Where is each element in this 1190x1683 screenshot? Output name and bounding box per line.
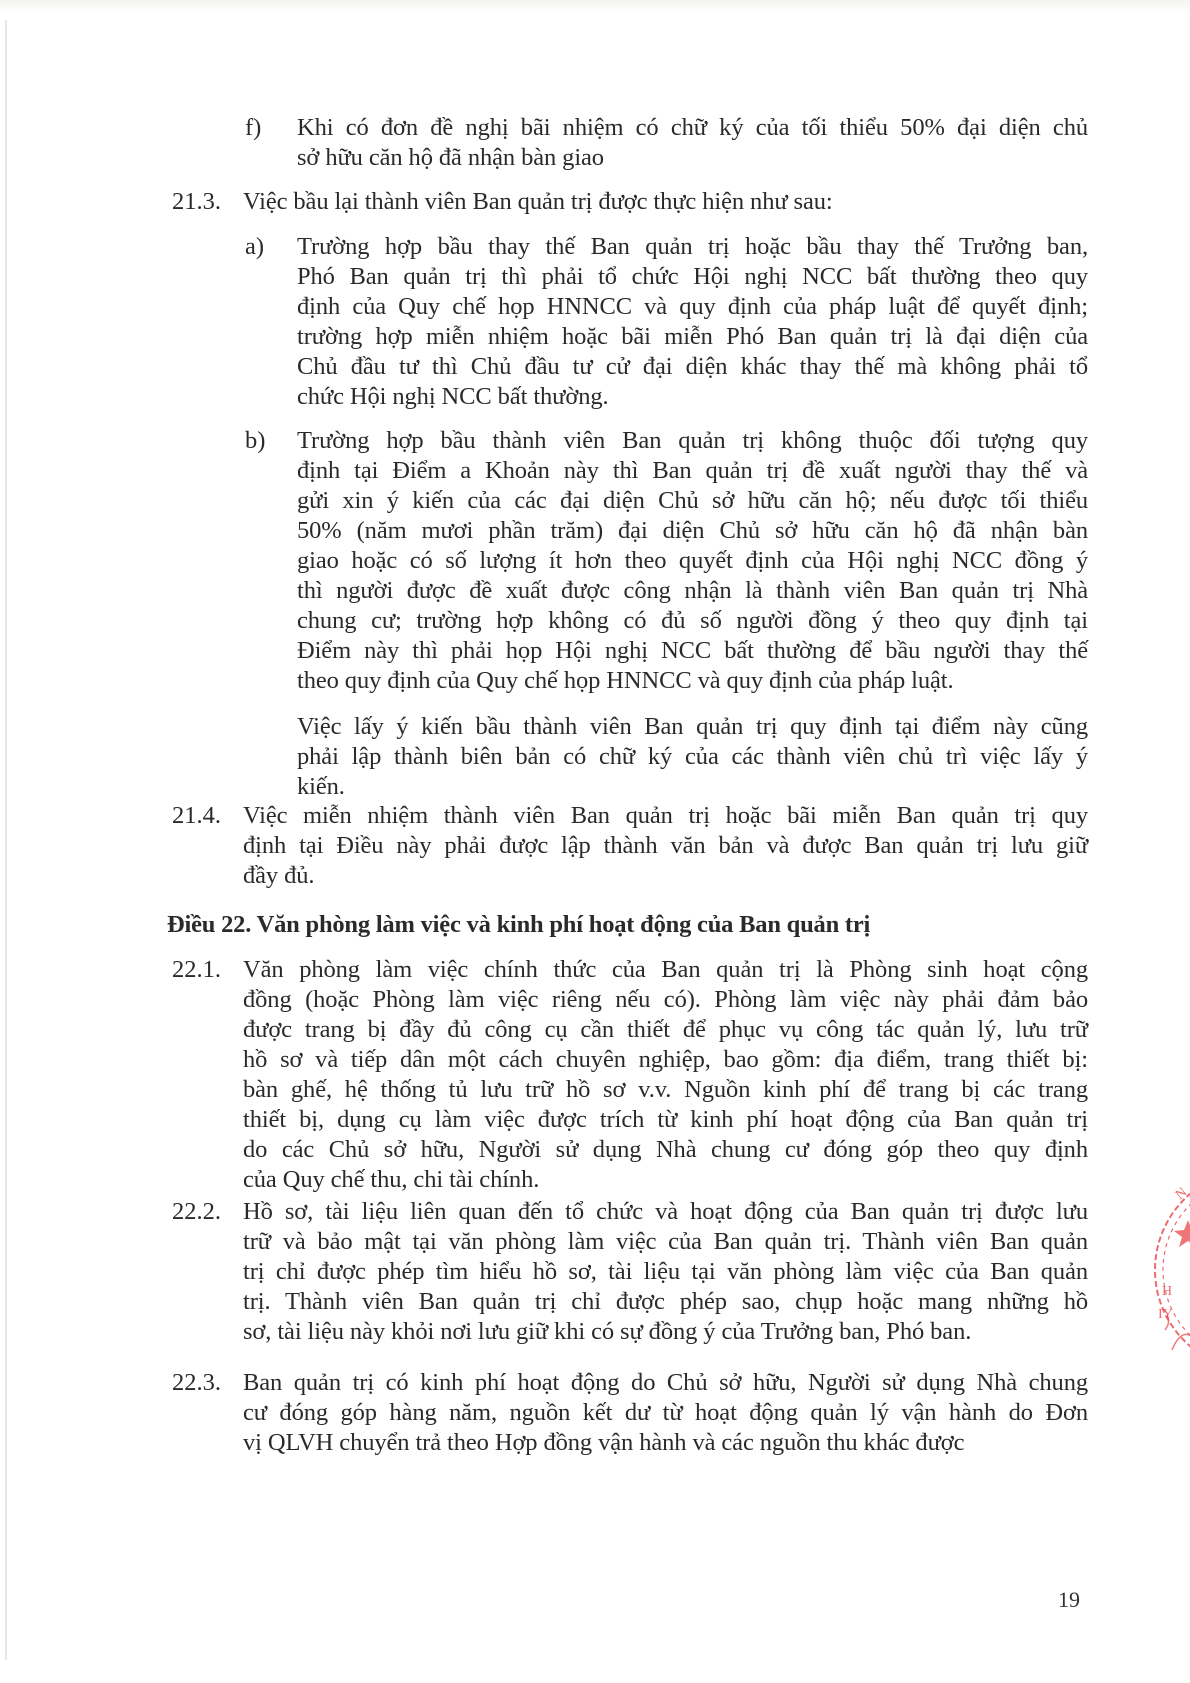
text-line: trữ và bảo mật tại văn phòng làm việc của Ban quản trị. Thành viên Ban quản <box>243 1228 1088 1255</box>
text-line: Ban quản trị có kinh phí hoạt động do Chủ sở hữu, Người sử dụng Nhà chung <box>243 1369 1088 1396</box>
text-line: bàn ghế, hệ thống tủ lưu trữ hồ sơ v.v. Nguồn kinh phí để trang bị các trang <box>243 1076 1088 1103</box>
clause-number: 22.3. <box>172 1369 221 1396</box>
page-number: 19 <box>1058 1587 1080 1612</box>
text-line: 50% (năm mươi phần trăm) đại diện Chủ sở hữu căn hộ đã nhận bàn <box>297 517 1088 544</box>
red-seal-stamp-icon <box>1150 1160 1190 1380</box>
text-line: định của Quy chế họp HNNCC và quy định của pháp luật để quyết định; <box>297 293 1088 320</box>
text-line: Trường hợp bầu thành viên Ban quản trị không thuộc đối tượng quy <box>297 427 1088 454</box>
clause-number: 21.3. <box>172 188 221 215</box>
text-line: định tại Điều này phải được lập thành văn bản và được Ban quản trị lưu giữ <box>243 832 1088 859</box>
svg-text:IY: IY <box>1158 1307 1173 1322</box>
text-line: của Quy chế thu, chi tài chính. <box>243 1166 540 1193</box>
text-line: gửi xin ý kiến của các đại diện Chủ sở hữu căn hộ; nếu được tối thiểu <box>297 487 1088 514</box>
svg-text:H: H <box>1162 1284 1173 1299</box>
text-line: Khi có đơn đề nghị bãi nhiệm có chữ ký của tối thiểu 50% đại diện chủ <box>297 114 1088 141</box>
text-line: Phó Ban quản trị thì phải tổ chức Hội nghị NCC bất thường theo quy <box>297 263 1088 290</box>
text-line: Hồ sơ, tài liệu liên quan đến tổ chức và hoạt động của Ban quản trị được lưu <box>243 1198 1088 1225</box>
text-line: cư đóng góp hàng năm, nguồn kết dư từ hoạt động quản lý vận hành do Đơn <box>243 1399 1088 1426</box>
text-line: giao hoặc có số lượng ít hơn theo quyết định của Hội nghị NCC đồng ý <box>297 547 1088 574</box>
item-marker: a) <box>245 233 265 260</box>
item-marker: f) <box>245 114 262 141</box>
text-line: được trang bị đầy đủ công cụ cần thiết để phục vụ công tác quản lý, lưu trữ <box>243 1016 1088 1043</box>
text-line: trường hợp miễn nhiệm hoặc bãi miễn Phó Ban quản trị là đại diện của <box>297 323 1088 350</box>
clause-number: 22.2. <box>172 1198 221 1225</box>
text-line: Việc lấy ý kiến bầu thành viên Ban quản trị quy định tại điểm này cũng <box>297 713 1088 740</box>
text-line: Trường hợp bầu thay thế Ban quản trị hoặc bầu thay thế Trưởng ban, <box>297 233 1088 260</box>
clause-number: 21.4. <box>172 802 221 829</box>
svg-text:N: N <box>1172 1185 1190 1204</box>
clause-number: 22.1. <box>172 956 221 983</box>
scan-left-edge <box>5 20 7 1660</box>
item-marker: b) <box>245 427 266 454</box>
text-line: Việc bầu lại thành viên Ban quản trị được thực hiện như sau: <box>243 188 833 215</box>
text-line: định tại Điểm a Khoản này thì Ban quản trị đề xuất người thay thế và <box>297 457 1088 484</box>
text-line: trị. Thành viên Ban quản trị chỉ được phép sao, chụp hoặc mang những hồ <box>243 1288 1088 1315</box>
text-line: kiến. <box>297 773 345 800</box>
text-line: hồ sơ và tiếp dân một cách chuyên nghiệp, bao gồm: địa điểm, trang thiết bị: <box>243 1046 1088 1073</box>
article-heading: Điều 22. Văn phòng làm việc và kinh phí hoạt động của Ban quản trị <box>167 911 871 938</box>
text-line: đầy đủ. <box>243 862 315 889</box>
text-line: theo quy định của Quy chế họp HNNCC và quy định của pháp luật. <box>297 667 954 694</box>
text-line: Văn phòng làm việc chính thức của Ban quản trị là Phòng sinh hoạt cộng <box>243 956 1088 983</box>
text-line: sở hữu căn hộ đã nhận bàn giao <box>297 144 604 171</box>
text-line: phải lập thành biên bản có chữ ký của các thành viên chủ trì việc lấy ý <box>297 743 1088 770</box>
text-line: thì người được đề xuất được công nhận là thành viên Ban quản trị Nhà <box>297 577 1088 604</box>
text-line: Chủ đầu tư thì Chủ đầu tư cử đại diện khác thay thế mà không phải tổ <box>297 353 1088 380</box>
text-line: Việc miễn nhiệm thành viên Ban quản trị hoặc bãi miễn Ban quản trị quy <box>243 802 1088 829</box>
text-line: vị QLVH chuyển trả theo Hợp đồng vận hành và các nguồn thu khác được <box>243 1429 965 1456</box>
text-line: do các Chủ sở hữu, Người sử dụng Nhà chung cư đóng góp theo quy định <box>243 1136 1088 1163</box>
text-line: trị chỉ được phép tìm hiểu hồ sơ, tài liệu tại văn phòng làm việc của Ban quản <box>243 1258 1088 1285</box>
text-line: thiết bị, dụng cụ làm việc được trích từ kinh phí hoạt động của Ban quản trị <box>243 1106 1088 1133</box>
text-line: sơ, tài liệu này khỏi nơi lưu giữ khi có sự đồng ý của Trưởng ban, Phó ban. <box>243 1318 972 1345</box>
text-line: chung cư; trường hợp không có đủ số người đồng ý theo quy định tại <box>297 607 1088 634</box>
scan-top-edge <box>0 0 1190 14</box>
text-line: đồng (hoặc Phòng làm việc riêng nếu có). Phòng làm việc này phải đảm bảo <box>243 986 1088 1013</box>
text-line: Điểm này thì phải họp Hội nghị NCC bất thường để bầu người thay thế <box>297 637 1088 664</box>
text-line: chức Hội nghị NCC bất thường. <box>297 383 609 410</box>
